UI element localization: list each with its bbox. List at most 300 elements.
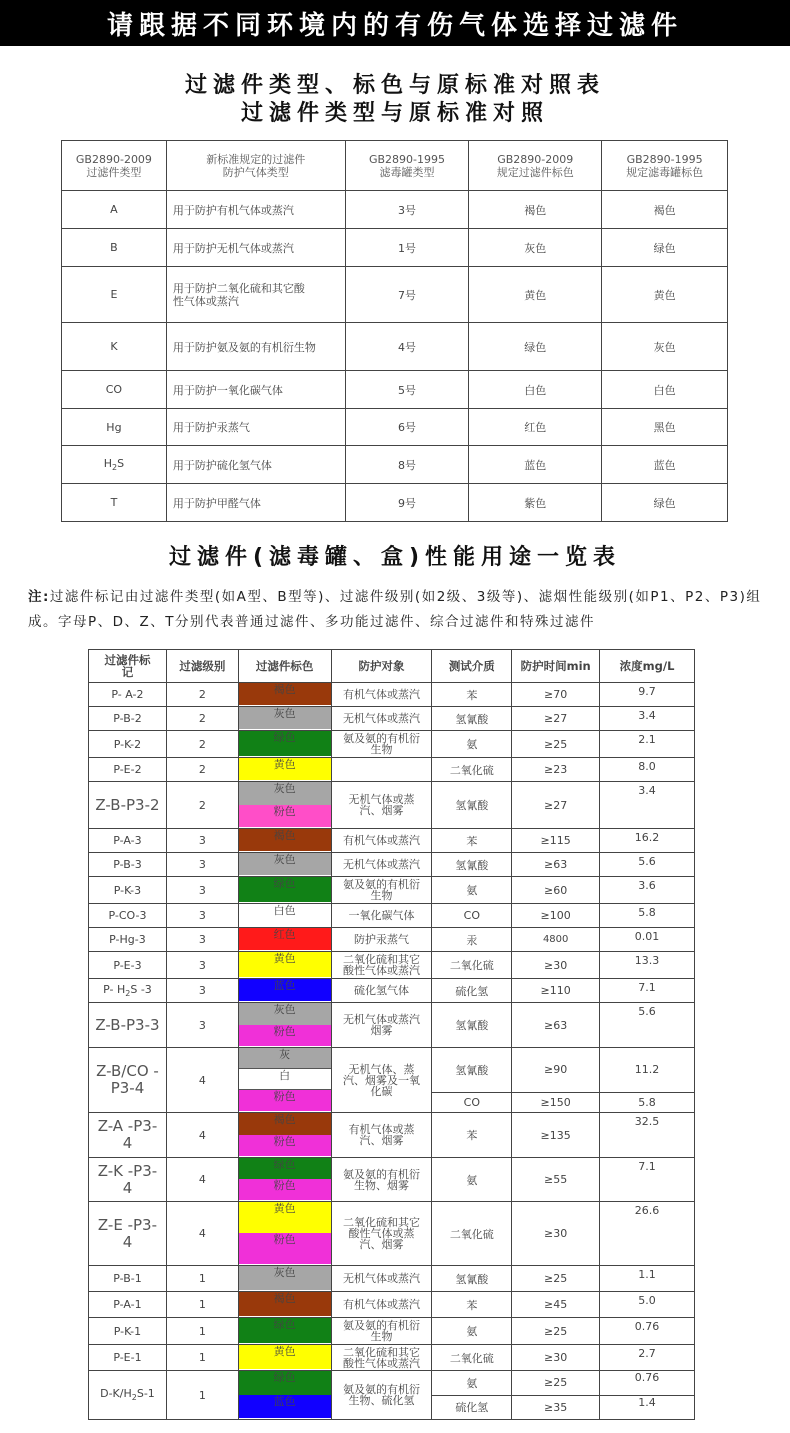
filter-color-cell bbox=[238, 1318, 331, 1345]
test-media-cell: 二氧化硫 bbox=[432, 1345, 512, 1371]
old-color-cell: 白色 bbox=[602, 371, 728, 409]
table-row bbox=[62, 323, 728, 371]
filter-mark-cell: P-E-2 bbox=[89, 758, 167, 782]
filter-mark-cell: P-CO-3 bbox=[89, 904, 167, 928]
protection-target-cell: 一氧化碳气体 bbox=[331, 904, 432, 928]
old-type-cell: 8号 bbox=[345, 446, 469, 484]
color-swatch-stack bbox=[239, 1318, 331, 1343]
protection-time-cell: ≥60 bbox=[512, 877, 600, 904]
filter-level-cell: 3 bbox=[166, 979, 238, 1003]
table-row bbox=[89, 979, 695, 1003]
protection-time-cell: ≥135 bbox=[512, 1113, 600, 1158]
table-row bbox=[62, 191, 728, 229]
note-label: 注: bbox=[28, 589, 50, 605]
protection-time-cell: ≥35 bbox=[512, 1395, 600, 1420]
color-swatch: 灰色 bbox=[239, 707, 331, 729]
header-cell bbox=[345, 141, 469, 191]
filter-level-cell: 2 bbox=[166, 758, 238, 782]
subscript: 2 bbox=[125, 989, 131, 999]
note-paragraph bbox=[28, 585, 762, 635]
filter-mark-cell: Z-A -P3- 4 bbox=[89, 1113, 167, 1158]
protection-target-cell: 无机气体或蒸汽 bbox=[331, 707, 432, 731]
concentration-cell: 5.6 bbox=[600, 853, 695, 877]
filter-color-cell bbox=[238, 731, 331, 758]
concentration-cell: 5.8 bbox=[600, 1092, 695, 1112]
filter-level-cell: 1 bbox=[166, 1266, 238, 1292]
concentration-cell: 5.0 bbox=[600, 1292, 695, 1318]
protection-time-cell: ≥25 bbox=[512, 731, 600, 758]
section1-title-line1: 过滤件类型、标色与原标准对照表 bbox=[184, 73, 605, 98]
test-media-cell: 氢氰酸 bbox=[432, 707, 512, 731]
color-swatch: 灰色 bbox=[239, 1266, 331, 1290]
concentration-cell: 3.4 bbox=[600, 782, 695, 829]
protection-time-cell: ≥30 bbox=[512, 1202, 600, 1266]
protection-time-cell: ≥30 bbox=[512, 952, 600, 979]
subscript: 2 bbox=[131, 1393, 137, 1403]
filter-mark-cell: Z-B/CO - P3-4 bbox=[89, 1048, 167, 1113]
color-swatch: 粉色 bbox=[239, 1089, 331, 1111]
table-row bbox=[62, 267, 728, 323]
header-line: 滤毒罐类型 bbox=[379, 165, 435, 179]
protection-target-cell bbox=[331, 758, 432, 782]
color-cell: 褐色 bbox=[469, 191, 602, 229]
test-media-cell: 氢氰酸 bbox=[432, 1048, 512, 1093]
concentration-cell: 0.01 bbox=[600, 928, 695, 952]
protection-time-cell: ≥30 bbox=[512, 1345, 600, 1371]
header-line: 防护气体类型 bbox=[222, 165, 289, 179]
table-row bbox=[89, 928, 695, 952]
color-swatch: 灰色 bbox=[239, 853, 331, 875]
filter-color-cell bbox=[238, 1292, 331, 1318]
old-type-cell: 6号 bbox=[345, 409, 469, 446]
header-cell: 防护对象 bbox=[331, 650, 432, 683]
header-cell: 过滤级别 bbox=[166, 650, 238, 683]
color-swatch-stack bbox=[239, 782, 331, 827]
test-media-cell: 氨 bbox=[432, 1158, 512, 1202]
header-cell: 测试介质 bbox=[432, 650, 512, 683]
test-media-cell: CO bbox=[432, 904, 512, 928]
table-row bbox=[62, 371, 728, 409]
color-swatch-stack bbox=[239, 1003, 331, 1046]
gas-use-cell: 用于防护硫化氢气体 bbox=[166, 446, 345, 484]
filter-color-cell bbox=[238, 1345, 331, 1371]
color-swatch: 褐色 bbox=[239, 1292, 331, 1316]
color-swatch: 黄色 bbox=[239, 952, 331, 977]
old-type-cell: 9号 bbox=[345, 484, 469, 522]
table-row bbox=[89, 683, 695, 707]
concentration-cell: 9.7 bbox=[600, 683, 695, 707]
header-cell bbox=[62, 141, 167, 191]
filter-color-cell bbox=[238, 952, 331, 979]
concentration-cell: 0.76 bbox=[600, 1371, 695, 1396]
color-swatch: 绿色 bbox=[239, 1318, 331, 1343]
color-swatch-stack bbox=[239, 1158, 331, 1200]
filter-type-cell: T bbox=[62, 484, 167, 522]
table-row bbox=[89, 1292, 695, 1318]
filter-level-cell: 2 bbox=[166, 683, 238, 707]
test-media-cell: 苯 bbox=[432, 829, 512, 853]
test-media-cell: 氢氰酸 bbox=[432, 853, 512, 877]
protection-target-cell: 无机气体或蒸汽 bbox=[331, 853, 432, 877]
color-swatch: 粉色 bbox=[239, 1025, 331, 1047]
header-line: GB2890-2009 bbox=[497, 152, 574, 166]
old-type-cell: 5号 bbox=[345, 371, 469, 409]
test-media-cell: 氢氰酸 bbox=[432, 782, 512, 829]
color-swatch: 绿色 bbox=[239, 877, 331, 902]
color-swatch-stack bbox=[239, 853, 331, 875]
color-swatch: 白 bbox=[239, 1068, 331, 1089]
color-swatch-stack bbox=[239, 1345, 331, 1369]
protection-target-cell: 有机气体或蒸汽 bbox=[331, 1292, 432, 1318]
note-text: 过滤件标记由过滤件类型(如A型、B型等)、过滤件级别(如2级、3级等)、滤烟性能级别(如P1、P2、P3)组成。字母P、D、Z、T分别代表普通过滤件、多功能过滤件、综合过滤件和特殊过滤件 bbox=[28, 589, 762, 630]
filter-mark-cell: Z-B-P3-2 bbox=[89, 782, 167, 829]
gas-use-cell: 用于防护有机气体或蒸汽 bbox=[166, 191, 345, 229]
filter-mark-cell: P-K-1 bbox=[89, 1318, 167, 1345]
test-media-cell: 苯 bbox=[432, 683, 512, 707]
test-media-cell: CO bbox=[432, 1092, 512, 1112]
header-cell bbox=[166, 141, 345, 191]
concentration-cell: 16.2 bbox=[600, 829, 695, 853]
old-color-cell: 蓝色 bbox=[602, 446, 728, 484]
header-line: GB2890-1995 bbox=[626, 152, 703, 166]
color-cell: 红色 bbox=[469, 409, 602, 446]
section1-title-line2: 过滤件类型与原标准对照 bbox=[240, 101, 549, 126]
filter-color-cell bbox=[238, 1158, 331, 1202]
old-type-cell: 1号 bbox=[345, 229, 469, 267]
color-swatch-stack bbox=[239, 904, 331, 926]
color-cell: 黄色 bbox=[469, 267, 602, 323]
filter-level-cell: 3 bbox=[166, 952, 238, 979]
table-row bbox=[89, 731, 695, 758]
filter-color-cell bbox=[238, 1003, 331, 1048]
protection-target-cell: 氨及氨的有机衍生物 bbox=[331, 877, 432, 904]
color-swatch-stack bbox=[239, 683, 331, 705]
table-row bbox=[89, 1202, 695, 1266]
subscript: 2 bbox=[112, 463, 118, 473]
concentration-cell: 2.7 bbox=[600, 1345, 695, 1371]
performance-table bbox=[88, 649, 695, 1420]
gas-use-cell: 用于防护甲醛气体 bbox=[166, 484, 345, 522]
filter-level-cell: 1 bbox=[166, 1345, 238, 1371]
filter-mark-cell: Z-E -P3- 4 bbox=[89, 1202, 167, 1266]
protection-target-cell: 二氧化硫和其它酸性气体或蒸汽 bbox=[331, 1345, 432, 1371]
test-media-cell: 二氧化硫 bbox=[432, 1202, 512, 1266]
filter-level-cell: 3 bbox=[166, 928, 238, 952]
table-row bbox=[89, 952, 695, 979]
filter-mark-cell: $D-K/H_2S-1$ bbox=[89, 1371, 167, 1420]
concentration-cell: 2.1 bbox=[600, 731, 695, 758]
color-swatch: 白色 bbox=[239, 904, 331, 926]
protection-time-cell: ≥25 bbox=[512, 1371, 600, 1396]
filter-color-cell bbox=[238, 1202, 331, 1266]
color-swatch: 灰色 bbox=[239, 1003, 331, 1025]
protection-time-cell: ≥100 bbox=[512, 904, 600, 928]
old-color-cell: 褐色 bbox=[602, 191, 728, 229]
table-row bbox=[62, 409, 728, 446]
table-row bbox=[89, 758, 695, 782]
section1-title bbox=[0, 72, 790, 128]
color-swatch: 褐色 bbox=[239, 1113, 331, 1135]
color-swatch-stack bbox=[239, 979, 331, 1001]
color-swatch-stack bbox=[239, 1266, 331, 1290]
protection-time-cell: ≥63 bbox=[512, 1003, 600, 1048]
color-swatch-stack bbox=[239, 1292, 331, 1316]
old-color-cell: 灰色 bbox=[602, 323, 728, 371]
protection-target-cell: 氨及氨的有机衍生物、烟雾 bbox=[331, 1158, 432, 1202]
table-row bbox=[89, 1113, 695, 1158]
filter-level-cell: 4 bbox=[166, 1113, 238, 1158]
protection-time-cell: ≥55 bbox=[512, 1158, 600, 1202]
old-color-cell: 绿色 bbox=[602, 484, 728, 522]
color-swatch: 黄色 bbox=[239, 758, 331, 780]
table-row bbox=[62, 484, 728, 522]
old-type-cell: 4号 bbox=[345, 323, 469, 371]
protection-target-cell: 二氧化硫和其它酸性气体或蒸汽 bbox=[331, 952, 432, 979]
test-media-cell: 氨 bbox=[432, 1371, 512, 1396]
table-row bbox=[89, 782, 695, 829]
concentration-cell: 5.8 bbox=[600, 904, 695, 928]
color-swatch: 黄色 bbox=[239, 1202, 331, 1233]
color-swatch-stack bbox=[239, 758, 331, 780]
concentration-cell: 1.1 bbox=[600, 1266, 695, 1292]
protection-target-cell: 氨及氨的有机衍生物 bbox=[331, 731, 432, 758]
protection-time-cell: ≥70 bbox=[512, 683, 600, 707]
filter-level-cell: 3 bbox=[166, 904, 238, 928]
color-swatch: 粉色 bbox=[239, 1135, 331, 1157]
gas-use-cell: 用于防护氨及氨的有机衍生物 bbox=[166, 323, 345, 371]
protection-target-cell: 无机气体或蒸汽、烟雾 bbox=[331, 782, 432, 829]
protection-time-cell: ≥23 bbox=[512, 758, 600, 782]
protection-time-cell: ≥27 bbox=[512, 707, 600, 731]
filter-color-cell bbox=[238, 1048, 331, 1113]
color-swatch: 绿色 bbox=[239, 1371, 331, 1395]
protection-target-cell: 有机气体或蒸汽 bbox=[331, 829, 432, 853]
concentration-cell: 7.1 bbox=[600, 1158, 695, 1202]
filter-color-cell bbox=[238, 758, 331, 782]
color-swatch: 褐色 bbox=[239, 683, 331, 705]
color-swatch: 蓝色 bbox=[239, 1395, 331, 1419]
test-media-cell: 苯 bbox=[432, 1113, 512, 1158]
protection-time-cell: ≥63 bbox=[512, 853, 600, 877]
header-cell bbox=[469, 141, 602, 191]
protection-target-cell: 防护汞蒸气 bbox=[331, 928, 432, 952]
table-row bbox=[89, 1158, 695, 1202]
old-color-cell: 黑色 bbox=[602, 409, 728, 446]
filter-level-cell: 1 bbox=[166, 1371, 238, 1420]
old-color-cell: 黄色 bbox=[602, 267, 728, 323]
color-swatch: 黄色 bbox=[239, 1345, 331, 1369]
color-swatch-stack bbox=[239, 1048, 331, 1111]
concentration-cell: 1.4 bbox=[600, 1395, 695, 1420]
filter-mark-cell: P- A-2 bbox=[89, 683, 167, 707]
color-cell: 紫色 bbox=[469, 484, 602, 522]
color-cell: 灰色 bbox=[469, 229, 602, 267]
concentration-cell: 8.0 bbox=[600, 758, 695, 782]
table-row bbox=[89, 1371, 695, 1396]
protection-target-cell: 氨及氨的有机衍生物 bbox=[331, 1318, 432, 1345]
test-media-cell: 二氧化硫 bbox=[432, 952, 512, 979]
protection-time-cell: 4800 bbox=[512, 928, 600, 952]
test-media-cell: 苯 bbox=[432, 1292, 512, 1318]
color-swatch: 粉色 bbox=[239, 1233, 331, 1264]
test-media-cell: 氨 bbox=[432, 1318, 512, 1345]
filter-mark-cell: P-A-3 bbox=[89, 829, 167, 853]
filter-level-cell: 3 bbox=[166, 829, 238, 853]
filter-type-cell: B bbox=[62, 229, 167, 267]
filter-mark-cell: P-Hg-3 bbox=[89, 928, 167, 952]
color-swatch-stack bbox=[239, 1113, 331, 1156]
color-swatch-stack bbox=[239, 1371, 331, 1418]
filter-mark-cell: P-B-3 bbox=[89, 853, 167, 877]
filter-color-cell bbox=[238, 877, 331, 904]
filter-mark-cell: P- $H_2S$ -3 bbox=[89, 979, 167, 1003]
color-swatch: 绿色 bbox=[239, 1158, 331, 1179]
table-row bbox=[89, 829, 695, 853]
filter-type-cell: Hg bbox=[62, 409, 167, 446]
old-type-cell: 7号 bbox=[345, 267, 469, 323]
gas-use-cell: 用于防护汞蒸气 bbox=[166, 409, 345, 446]
header-cell: 防护时间min bbox=[512, 650, 600, 683]
color-swatch: 绿色 bbox=[239, 731, 331, 756]
filter-level-cell: 2 bbox=[166, 707, 238, 731]
header-line: 规定滤毒罐标色 bbox=[626, 165, 704, 179]
protection-target-cell: 氨及氨的有机衍生物、硫化氢 bbox=[331, 1371, 432, 1420]
filter-mark-cell: Z-K -P3- 4 bbox=[89, 1158, 167, 1202]
color-cell: 白色 bbox=[469, 371, 602, 409]
concentration-cell: 0.76 bbox=[600, 1318, 695, 1345]
protection-time-cell: ≥110 bbox=[512, 979, 600, 1003]
header-line: 规定过滤件标色 bbox=[496, 165, 574, 179]
table-row bbox=[89, 707, 695, 731]
table-row bbox=[89, 853, 695, 877]
filter-level-cell: 4 bbox=[166, 1048, 238, 1113]
color-swatch: 灰色 bbox=[239, 782, 331, 805]
protection-time-cell: ≥25 bbox=[512, 1318, 600, 1345]
gas-use-cell: 用于防护二氧化硫和其它酸性气体或蒸汽 bbox=[166, 267, 345, 323]
concentration-cell: 13.3 bbox=[600, 952, 695, 979]
test-media-cell: 氢氰酸 bbox=[432, 1003, 512, 1048]
concentration-cell: 11.2 bbox=[600, 1048, 695, 1093]
filter-mark-cell: Z-B-P3-3 bbox=[89, 1003, 167, 1048]
protection-target-cell: 无机气体或蒸汽烟雾 bbox=[331, 1003, 432, 1048]
color-swatch: 粉色 bbox=[239, 805, 331, 828]
header-cell: 浓度mg/L bbox=[600, 650, 695, 683]
protection-target-cell: 无机气体或蒸汽 bbox=[331, 1266, 432, 1292]
filter-type-cell: $H_2S$ bbox=[62, 446, 167, 484]
filter-level-cell: 4 bbox=[166, 1202, 238, 1266]
gas-use-cell: 用于防护一氧化碳气体 bbox=[166, 371, 345, 409]
filter-mark-cell: P-B-1 bbox=[89, 1266, 167, 1292]
test-media-cell: 氨 bbox=[432, 877, 512, 904]
protection-target-cell: 有机气体或蒸汽、烟雾 bbox=[331, 1113, 432, 1158]
filter-mark-cell: P-K-3 bbox=[89, 877, 167, 904]
filter-mark-cell: P-A-1 bbox=[89, 1292, 167, 1318]
filter-mark-cell: P-B-2 bbox=[89, 707, 167, 731]
color-swatch-stack bbox=[239, 928, 331, 950]
color-swatch-stack bbox=[239, 1202, 331, 1264]
gas-use-cell: 用于防护无机气体或蒸汽 bbox=[166, 229, 345, 267]
table-row bbox=[89, 1003, 695, 1048]
color-swatch: 灰 bbox=[239, 1048, 331, 1068]
filter-type-cell: E bbox=[62, 267, 167, 323]
color-swatch: 红色 bbox=[239, 928, 331, 950]
concentration-cell: 5.6 bbox=[600, 1003, 695, 1048]
test-media-cell: 氨 bbox=[432, 731, 512, 758]
filter-level-cell: 2 bbox=[166, 782, 238, 829]
color-swatch-stack bbox=[239, 731, 331, 756]
table-row bbox=[89, 1266, 695, 1292]
standard-comparison-table bbox=[61, 140, 728, 522]
filter-color-cell bbox=[238, 979, 331, 1003]
table-row bbox=[89, 877, 695, 904]
protection-time-cell: ≥150 bbox=[512, 1092, 600, 1112]
filter-level-cell: 3 bbox=[166, 853, 238, 877]
test-media-cell: 氢氰酸 bbox=[432, 1266, 512, 1292]
table-row bbox=[89, 1345, 695, 1371]
header-cell: 过滤件标色 bbox=[238, 650, 331, 683]
test-media-cell: 硫化氢 bbox=[432, 1395, 512, 1420]
old-color-cell: 绿色 bbox=[602, 229, 728, 267]
color-swatch-stack bbox=[239, 707, 331, 729]
old-type-cell: 3号 bbox=[345, 191, 469, 229]
filter-type-cell: CO bbox=[62, 371, 167, 409]
header-line: 新标准规定的过滤件 bbox=[206, 152, 306, 166]
concentration-cell: 26.6 bbox=[600, 1202, 695, 1266]
color-swatch-stack bbox=[239, 829, 331, 851]
filter-type-cell: A bbox=[62, 191, 167, 229]
filter-level-cell: 3 bbox=[166, 1003, 238, 1048]
test-media-cell: 汞 bbox=[432, 928, 512, 952]
section2-title: 过滤件(滤毒罐、盒)性能用途一览表 bbox=[168, 545, 622, 570]
filter-level-cell: 1 bbox=[166, 1292, 238, 1318]
protection-time-cell: ≥27 bbox=[512, 782, 600, 829]
filter-color-cell bbox=[238, 853, 331, 877]
concentration-cell: 7.1 bbox=[600, 979, 695, 1003]
filter-color-cell bbox=[238, 707, 331, 731]
protection-target-cell: 无机气体、蒸汽、烟雾及一氧化碳 bbox=[331, 1048, 432, 1113]
table-row bbox=[62, 446, 728, 484]
test-media-cell: 硫化氢 bbox=[432, 979, 512, 1003]
filter-color-cell bbox=[238, 1113, 331, 1158]
table-row bbox=[89, 904, 695, 928]
color-swatch-stack bbox=[239, 952, 331, 977]
filter-color-cell bbox=[238, 683, 331, 707]
filter-level-cell: 1 bbox=[166, 1318, 238, 1345]
protection-time-cell: ≥90 bbox=[512, 1048, 600, 1093]
table-row bbox=[62, 229, 728, 267]
filter-color-cell bbox=[238, 1266, 331, 1292]
color-swatch-stack bbox=[239, 877, 331, 902]
header-cell bbox=[602, 141, 728, 191]
filter-level-cell: 3 bbox=[166, 877, 238, 904]
color-cell: 蓝色 bbox=[469, 446, 602, 484]
protection-target-cell: 硫化氢气体 bbox=[331, 979, 432, 1003]
protection-time-cell: ≥45 bbox=[512, 1292, 600, 1318]
color-swatch: 褐色 bbox=[239, 829, 331, 851]
concentration-cell: 32.5 bbox=[600, 1113, 695, 1158]
concentration-cell: 3.6 bbox=[600, 877, 695, 904]
table-row bbox=[89, 1318, 695, 1345]
concentration-cell: 3.4 bbox=[600, 707, 695, 731]
protection-time-cell: ≥115 bbox=[512, 829, 600, 853]
color-swatch: 蓝色 bbox=[239, 979, 331, 1001]
header-line: 过滤件类型 bbox=[86, 165, 142, 179]
filter-mark-cell: P-E-3 bbox=[89, 952, 167, 979]
filter-level-cell: 2 bbox=[166, 731, 238, 758]
protection-target-cell: 有机气体或蒸汽 bbox=[331, 683, 432, 707]
filter-color-cell bbox=[238, 782, 331, 829]
filter-mark-cell: P-E-1 bbox=[89, 1345, 167, 1371]
